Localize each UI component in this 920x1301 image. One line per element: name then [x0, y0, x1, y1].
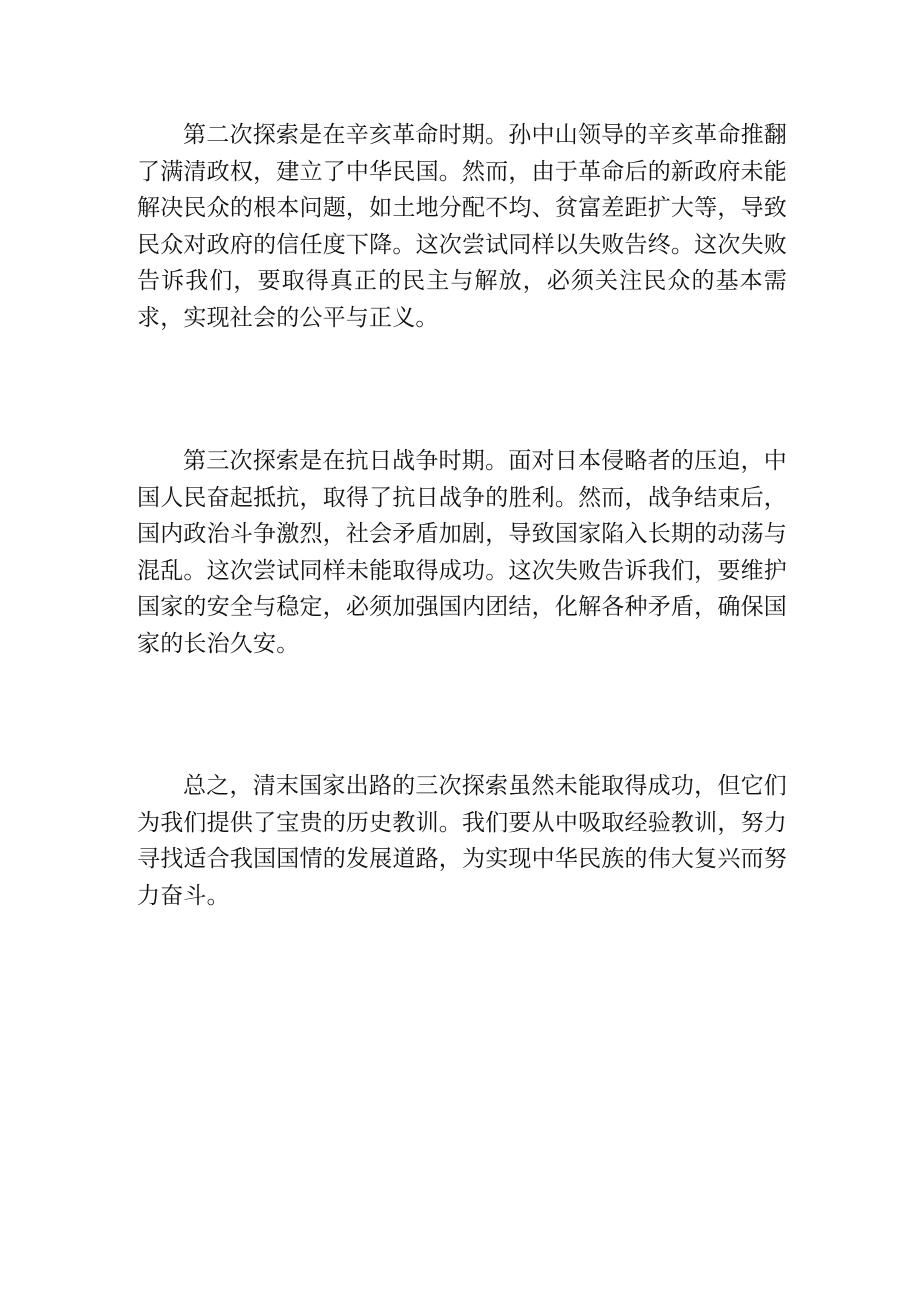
paragraph-second-exploration: 第二次探索是在辛亥革命时期。孙中山领导的辛亥革命推翻了满清政权，建立了中华民国。然而，由于革命后的新政府未能解决民众的根本问题，如土地分配不均、贫富差距扩大等，导致民众对政府的信任度下降。这次尝试同样以失败告终。这次失败告诉我们，要取得真正的民主与解放，必须关注民众的基本需求，实现社会的公平与正义。 [137, 122, 787, 331]
paragraph-third-exploration: 第三次探索是在抗日战争时期。面对日本侵略者的压迫，中国人民奋起抵抗，取得了抗日战争的胜利。然而，战争结束后，国内政治斗争激烈，社会矛盾加剧，导致国家陷入长期的动荡与混乱。这次尝试同样未能取得成功。这次失败告诉我们，要维护国家的安全与稳定，必须加强国内团结，化解各种矛盾，确保国家的长治久安。 [137, 448, 787, 657]
paragraph-conclusion: 总之，清末国家出路的三次探索虽然未能取得成功，但它们为我们提供了宝贵的历史教训。我们要从中吸取经验教训，努力寻找适合我国国情的发展道路，为实现中华民族的伟大复兴而努力奋斗。 [137, 773, 787, 909]
